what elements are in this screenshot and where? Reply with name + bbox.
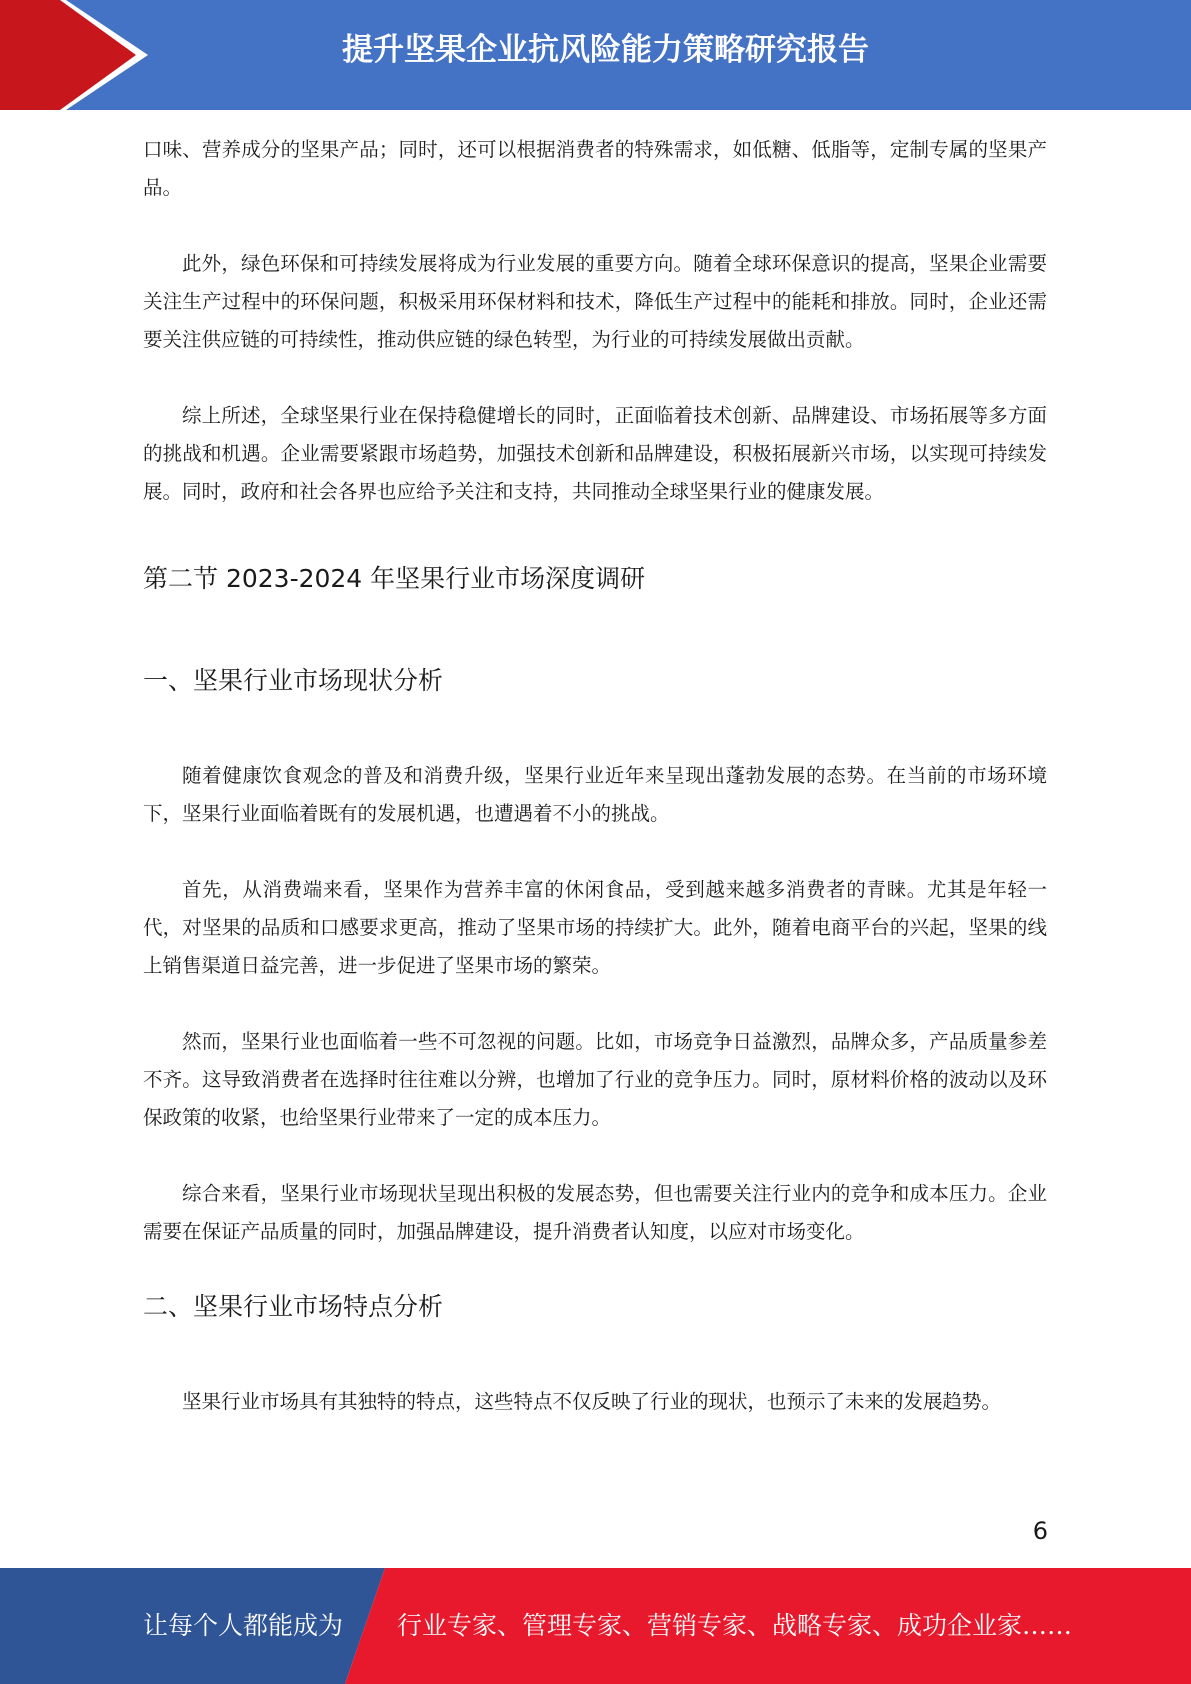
paragraph-3: 综上所述，全球坚果行业在保持稳健增长的同时，正面临着技术创新、品牌建设、市场拓展等多方面的挑战和机遇。企业需要紧跟市场趋势，加强技术创新和品牌建设，积极拓展新兴市场，以实现可持续发展。同时，政府和社会各界也应给予关注和支持，共同推动全球坚果行业的健康发展。 — [143, 404, 1047, 503]
page-number: 6 — [1032, 1517, 1048, 1545]
report-title: 提升坚果企业抗风险能力策略研究报告 — [342, 32, 869, 68]
paragraph-7: 综合来看，坚果行业市场现状呈现出积极的发展态势，但也需要关注行业内的竞争和成本压力。企业需要在保证产品质量的同时，加强品牌建设，提升消费者认知度，以应对市场变化。 — [143, 1182, 1047, 1243]
footer-band — [0, 1568, 1191, 1684]
paragraph-1: 口味、营养成分的坚果产品；同时，还可以根据消费者的特殊需求，如低糖、低脂等，定制专属的坚果产品。 — [143, 138, 1047, 199]
section-heading: 第二节 2023-2024 年坚果行业市场深度调研 — [143, 564, 646, 593]
subsection-heading-2: 二、坚果行业市场特点分析 — [143, 1292, 444, 1321]
paragraph-5: 首先，从消费端来看，坚果作为营养丰富的休闲食品，受到越来越多消费者的青睐。尤其是年轻一代，对坚果的品质和口感要求更高，推动了坚果市场的持续扩大。此外，随着电商平台的兴起，坚果的线上销售渠道日益完善，进一步促进了坚果市场的繁荣。 — [143, 878, 1047, 977]
footer-slogan-right: 行业专家、管理专家、营销专家、战略专家、成功企业家…… — [397, 1611, 1073, 1640]
page-content — [143, 131, 1047, 1421]
paragraph-6: 然而，坚果行业也面临着一些不可忽视的问题。比如，市场竞争日益激烈，品牌众多，产品质量参差不齐。这导致消费者在选择时往往难以分辨，也增加了行业的竞争压力。同时，原材料价格的波动以及环保政策的收紧，也给坚果行业带来了一定的成本压力。 — [143, 1030, 1047, 1129]
footer-slogan-left: 让每个人都能成为 — [143, 1611, 344, 1640]
paragraph-2: 此外，绿色环保和可持续发展将成为行业发展的重要方向。随着全球环保意识的提高，坚果企业需要关注生产过程中的环保问题，积极采用环保材料和技术，降低生产过程中的能耗和排放。同时，企业还需要关注供应链的可持续性，推动供应链的绿色转型，为行业的可持续发展做出贡献。 — [143, 252, 1047, 351]
paragraph-4: 随着健康饮食观念的普及和消费升级，坚果行业近年来呈现出蓬勃发展的态势。在当前的市场环境下，坚果行业面临着既有的发展机遇，也遭遇着不小的挑战。 — [143, 764, 1047, 825]
subsection-heading-1: 一、坚果行业市场现状分析 — [143, 666, 444, 695]
header-band — [0, 0, 1191, 110]
paragraph-8: 坚果行业市场具有其独特的特点，这些特点不仅反映了行业的现状，也预示了未来的发展趋势。 — [182, 1390, 1002, 1413]
